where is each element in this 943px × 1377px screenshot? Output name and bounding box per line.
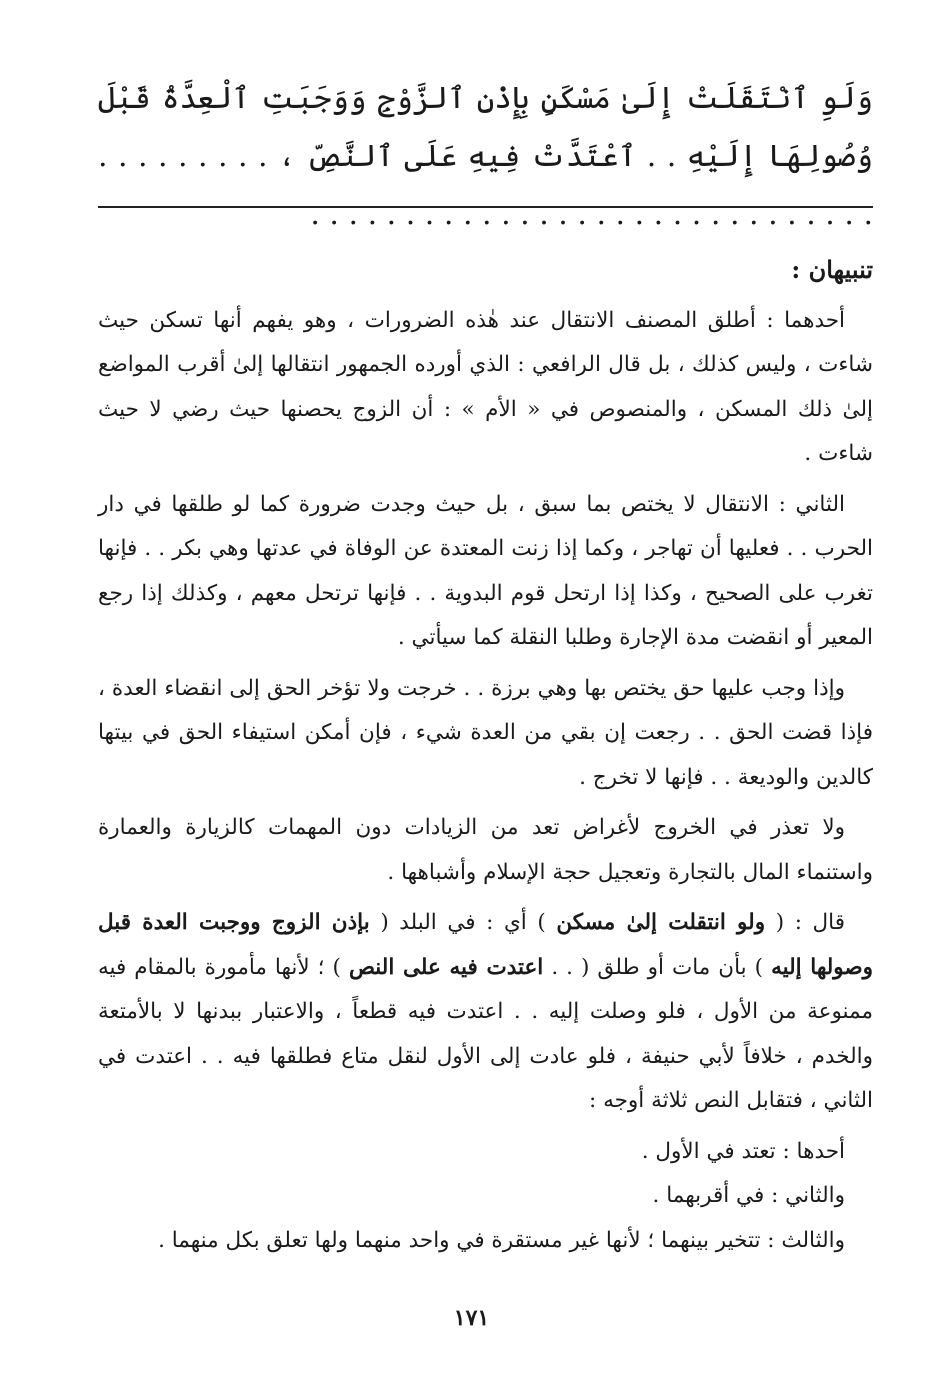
paragraph-excuse: ولا تعذر في الخروج لأغراض تعد من الزيادات دون المهمات كالزيارة والعمارة واستنماء المال بالتجارة وتعجيل حجة الإسلام وأشباهها . — [98, 815, 873, 885]
paragraph-second-note: الثاني : الانتقال لا يختص بما سبق ، بل حيث وجدت ضرورة كما لو طلقها في دار الحرب . . فعليها أن تهاجر ، وكما إذا زنت المعتدة عن الوفاة في عدتها وهي بكر . . فإنها تغرب على الصحيح ، وكذا إذا ارتحل قوم البدوية . . فإنها ترتحل معهم ، وكذلك إذا رجع المعير أو انقضت مدة الإجارة وطلبا النقلة كما سيأتي . — [98, 491, 873, 650]
matn-text-block — [98, 70, 873, 244]
sharh-quote: اعتدت فيه على النص — [348, 954, 544, 980]
sharh-quote: ولو انتقلت إلىٰ مسكن — [556, 910, 766, 935]
commentary-body — [98, 248, 873, 1263]
paragraph-sharh — [98, 901, 873, 1124]
section-heading: تنبيهان : — [791, 255, 873, 284]
page-number: ١٧١ — [453, 1305, 490, 1331]
separator-rule — [98, 206, 873, 208]
paragraph-first-note: أحدهما : أطلق المصنف الانتقال عند هٰذه الضرورات ، وهو يفهم أنها تسكن حيث شاءت ، وليس كذلك ، بل قال الرافعي : الذي أورده الجمهور انتقالها إلىٰ أقرب المواضع إلىٰ ذلك المسكن ، والمنصوص في « الأم » : أن الزوج يحصنها حيث رضي لا حيث شاءت . — [98, 307, 873, 466]
sharh-text: ) بأن مات أو طلق ( . . — [551, 954, 764, 980]
option-second: والثاني : في أقربهما . — [652, 1183, 845, 1208]
sharh-text: قال : ( — [775, 910, 846, 935]
sharh-text: ) ؛ لأنها مأمورة بالمقام فيه ممنوعة من الأول ، فلو وصلت إليه . . اعتدت فيه قطعاً ، والاعتبار ببدنها لا بالأمتعة والخدم ، خلافاً لأبي حنيفة ، فلو عادت إلى الأول لنقل متاع فطلقها فيه . . اعتدت في الثاني ، فتقابل النص ثلاثة أوجه : — [98, 954, 873, 1113]
option-first: أحدها : تعتد في الأول . — [641, 1138, 845, 1164]
sharh-quote: بإذن الزوج ووجبت العدة قبل وصولها إليه — [98, 910, 874, 980]
sharh-text: ) أي : في البلد ( — [380, 910, 546, 935]
matn-text: وَلَوِ ٱنْتَقَلَتْ إِلَىٰ مَسْكَنٍ بِإِذْنِ ٱلزَّوْجِ وَوَجَبَتِ ٱلْعِدَّةُ قَبْلَ وُصُولِهَا إِلَيْهِ . . ٱعْتَدَّتْ فِيهِ عَلَى ٱلنَّصِّ ، — [98, 81, 873, 174]
matn-dot-leader: . . . . . . . . . . . . . . . . . . . . . . . . . . . . . . . . . . . . . . . — [98, 139, 873, 232]
paragraph-obligation: وإذا وجب عليها حق يختص بها وهي برزة . . خرجت ولا تؤخر الحق إلى انقضاء العدة ، فإذا قضت الحق . . رجعت إن بقي من العدة شيء ، فإن أمكن استيفاء الحق في بيتها كالدين والوديعة . . فإنها لا تخرج . — [98, 675, 873, 790]
option-third: والثالث : تتخير بينهما ؛ لأنها غير مستقرة في واحد منهما ولها تعلق بكل منهما . — [158, 1227, 845, 1253]
